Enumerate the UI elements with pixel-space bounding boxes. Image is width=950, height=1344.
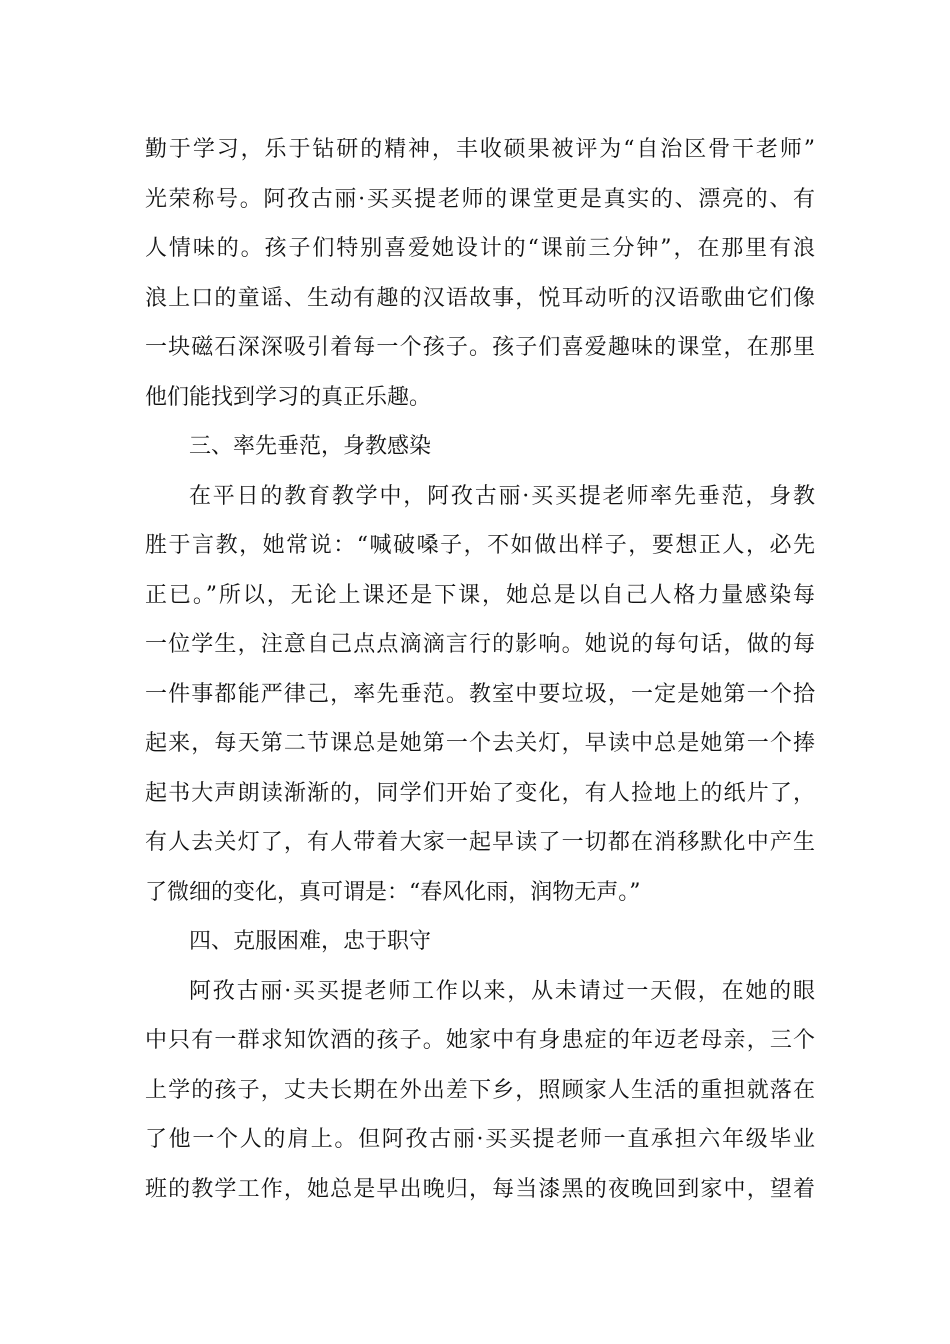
text-line: 一块磁石深深吸引着每一个孩子。孩子们喜爱趣味的课堂，在那里 [145,335,815,360]
text-line-paragraph-end: 他们能找到学习的真正乐趣。 [145,384,432,410]
text-line: 中只有一群求知饮酒的孩子。她家中有身患症的年迈老母亲，三个 [145,1028,815,1053]
text-line: 正已。”所以，无论上课还是下课，她总是以自己人格力量感染每 [145,582,815,608]
text-line: 有人去关灯了，有人带着大家一起早读了一切都在消移默化中产生 [145,830,815,855]
text-line: 浪上口的童谣、生动有趣的汉语故事，悦耳动听的汉语歌曲它们像 [145,285,815,311]
text-line: 起书大声朗读渐渐的，同学们开始了变化，有人捡地上的纸片了， [145,780,815,806]
section-heading: 三、率先垂范，身教感染 [189,434,432,459]
text-line: 起来，每天第二节课总是她第一个去关灯，早读中总是她第一个捧 [145,731,815,756]
text-line: 一位学生，注意自己点点滴滴言行的影响。她说的每句话，做的每 [145,632,815,657]
text-line-paragraph-end: 了微细的变化，真可谓是：“春风化雨，润物无声。” [145,879,641,905]
text-line-paragraph-start: 在平日的教育教学中，阿孜古丽·买买提老师率先垂范，身教 [189,483,815,509]
text-line: 上学的孩子，丈夫长期在外出差下乡，照顾家人生活的重担就落在 [145,1077,815,1103]
text-line: 班的教学工作，她总是早出晚归，每当漆黑的夜晚回到家中，望着 [145,1176,815,1202]
text-line: 勤于学习，乐于钻研的精神，丰收硕果被评为“自治区骨干老师” [145,137,815,162]
text-line-paragraph-start: 阿孜古丽·买买提老师工作以来，从未请过一天假，在她的眼 [189,978,815,1004]
text-line: 胜于言教，她常说：“喊破嗓子，不如做出样子，要想正人，必先 [145,533,815,558]
document-body [145,125,815,1214]
text-line: 一件事都能严律己，率先垂范。教室中要垃圾，一定是她第一个拾 [145,681,815,707]
text-line: 了他一个人的肩上。但阿孜古丽·买买提老师一直承担六年级毕业 [145,1127,815,1152]
text-line: 光荣称号。阿孜古丽·买买提老师的课堂更是真实的、漂亮的、有 [145,186,815,212]
text-line: 人情味的。孩子们特别喜爱她设计的“课前三分钟”，在那里有浪 [145,236,815,261]
section-heading: 四、克服困难，忠于职守 [189,929,432,954]
